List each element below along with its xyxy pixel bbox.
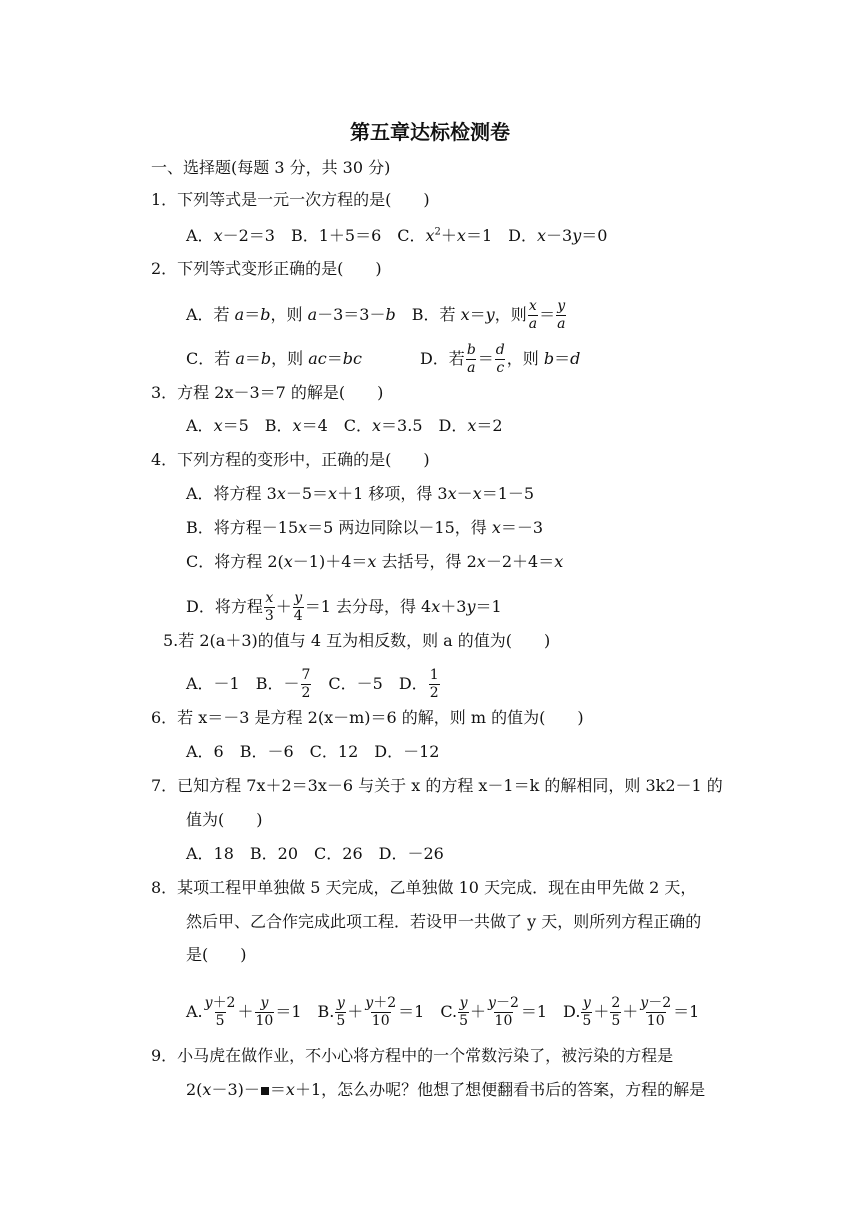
question-5-options: A．－1 B．－ $\frac{7}{2}$ C．－5 D． $\frac{1}{2}$ [186, 667, 439, 701]
question-9-stem-line1: 9．小马虎在做作业，不小心将方程中的一个常数污染了，被污染的方程是 [151, 1046, 674, 1065]
page-title: 第五章达标检测卷 [350, 120, 510, 144]
question-8-stem-line3: 是( ) [186, 945, 247, 964]
question-2-options-ab: A．若 a＝b，则 a－3＝3－b B．若 x＝y，则 $\frac{x}{a}$ ＝ $\frac{y}{a}$ [186, 298, 566, 332]
question-4-option-c: C．将方程 2(x－1)＋4＝x 去括号，得 2x－2＋4＝x [186, 552, 564, 571]
question-7-options: A．18 B．20 C．26 D．－26 [186, 844, 444, 863]
question-8-stem-line2: 然后甲、乙合作完成此项工程．若设甲一共做了 y 天，则所列方程正确的 [186, 912, 702, 931]
question-4-option-b: B．将方程－15x＝5 两边同除以－15，得 x＝－3 [186, 518, 544, 537]
question-7-stem-line1: 7．已知方程 7x＋2＝3x－6 与关于 x 的方程 x－1＝k 的解相同，则 3k2－1 的 [151, 776, 723, 795]
ink-blot-icon [261, 1087, 269, 1095]
question-7-stem-line2: 值为( ) [186, 810, 263, 829]
question-9-stem-line2: 2(x－3)－ ＝x＋1，怎么办呢？他想了想便翻看书后的答案，方程的解是 [186, 1080, 706, 1099]
question-4-stem: 4．下列方程的变形中，正确的是( ) [151, 450, 430, 469]
question-6-options: A．6 B．－6 C．12 D．－12 [186, 742, 440, 761]
question-4-option-a: A．将方程 3x－5＝x＋1 移项，得 3x－x＝1－5 [186, 484, 535, 503]
question-1-stem: 1．下列等式是一元一次方程的是( ) [151, 190, 430, 209]
section-heading: 一、选择题(每题 3 分，共 30 分) [151, 158, 391, 177]
question-2-stem: 2．下列等式变形正确的是( ) [151, 259, 382, 278]
question-8-options: A. $\frac{y+2}{5}$ ＋ $\frac{y}{10}$ ＝1 B. $\frac{y}{5}$ ＋ $\frac{y+2}{10}$ ＝1 C. $\frac{y}{5}$ ＋ $\frac{y-2}{10}$ ＝1 D. $\frac{y}{5}$ ＋ $\frac{2}{5}$ ＋ $\frac{y-2}{10}$ ＝1 [186, 995, 700, 1029]
question-4-option-d: D．将方程 $\frac{x}{3}$ ＋ $\frac{y}{4}$ ＝1 去分母，得 4x＋3y＝1 [186, 590, 502, 624]
question-3-stem: 3．方程 2x－3＝7 的解是( ) [151, 383, 384, 402]
question-6-stem: 6．若 x＝－3 是方程 2(x－m)＝6 的解，则 m 的值为( ) [151, 708, 584, 727]
question-1-options: A．x－2＝3 B．1＋5＝6 C．$x^2+x=1$ D．x－3y＝0 [186, 226, 608, 245]
question-3-options: A．x＝5 B．x＝4 C．x＝3.5 D．x＝2 [186, 416, 503, 435]
question-2-options-cd: C．若 a＝b，则 ac＝bc D．若 $\frac{b}{a}$ ＝ $\frac{d}{c}$ ，则 b＝d [186, 342, 581, 376]
question-8-stem-line1: 8．某项工程甲单独做 5 天完成，乙单独做 10 天完成．现在由甲先做 2 天， [151, 878, 697, 897]
question-5-stem: 5.若 2(a＋3)的值与 4 互为相反数，则 a 的值为( ) [163, 631, 551, 650]
